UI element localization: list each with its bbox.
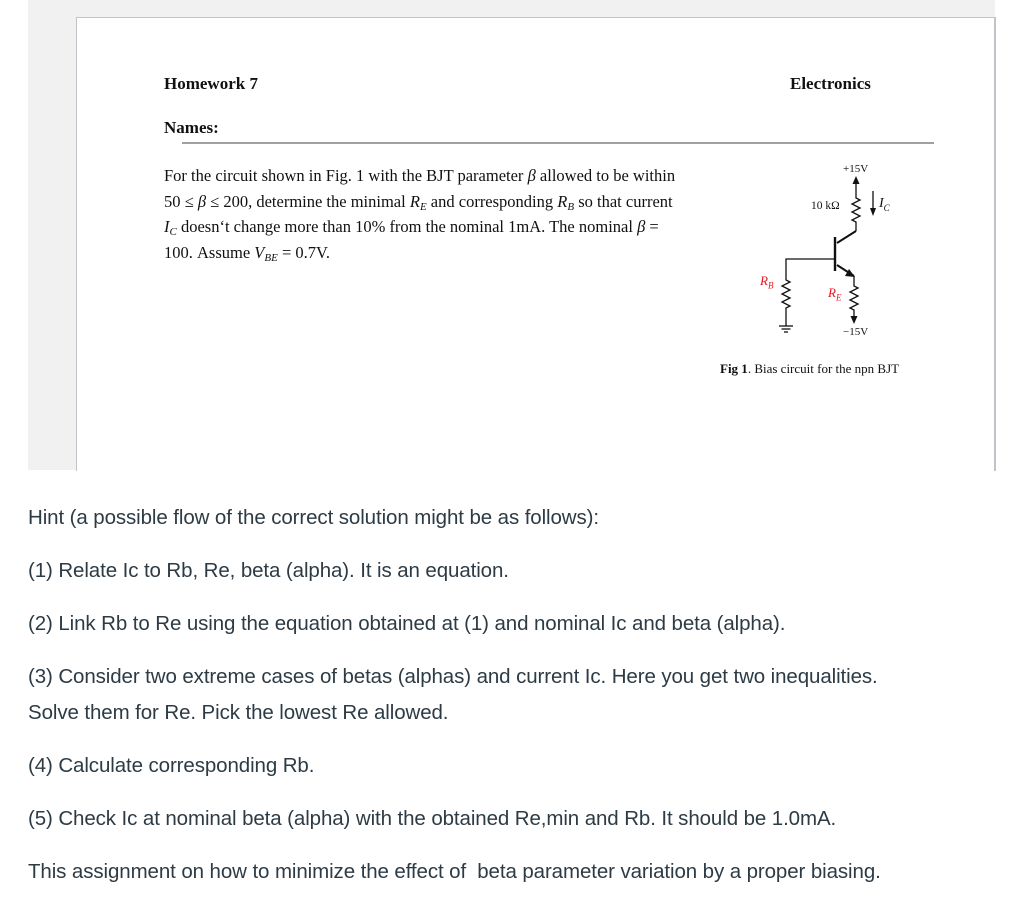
figure-caption-text: . Bias circuit for the npn BJT (747, 361, 900, 376)
re-label-main: R (828, 285, 836, 300)
rb-label-sub: B (767, 280, 774, 291)
rc-label: 10 kΩ (811, 200, 840, 212)
problem-statement (164, 163, 749, 265)
problem-text: = (645, 217, 659, 236)
hint-step-4: (4) Calculate corresponding Rb. (28, 754, 315, 777)
rb-label-main: R (760, 273, 768, 288)
hint-step-5: (5) Check Ic at nominal beta (alpha) with the obtained Re,min and Rb. It should be 1.0mA. (28, 807, 837, 830)
beta-symbol: β (197, 191, 207, 211)
vbe-subscript: BE (264, 251, 278, 264)
rc-resistor-icon (852, 194, 860, 231)
figure-caption-number: Fig 1 (720, 361, 748, 376)
re-label (828, 285, 841, 303)
re-label-sub: E (835, 292, 842, 303)
ic-subscript: C (169, 226, 177, 238)
problem-text: and corresponding (426, 191, 558, 211)
problem-text: doesn‘t change more than 10% from the nominal 1mA. The nominal (176, 217, 638, 236)
hint-step-2: (2) Link Rb to Re using the equation obtained at (1) and nominal Ic and beta (alpha). (28, 612, 786, 635)
hints-section (28, 500, 1018, 890)
ic-label-main: I (879, 196, 884, 211)
rb-resistor-icon (782, 276, 790, 326)
hint-step-3: (3) Consider two extreme cases of betas (alphas) and current Ic. Here you get two inequalities. (28, 665, 878, 688)
vcc-label: +15V (843, 163, 869, 175)
names-label: Names: (164, 118, 219, 137)
re-resistor-icon (850, 284, 858, 318)
hint-step-1: (1) Relate Ic to Rb, Re, beta (alpha). It is an equation. (28, 559, 509, 582)
rb-symbol: R (557, 191, 568, 211)
ic-label-sub: C (883, 202, 890, 213)
rb-subscript: B (567, 200, 575, 213)
hint-step-3-continued: Solve them for Re. Pick the lowest Re allowed. (28, 701, 449, 724)
beta-symbol: β (637, 217, 646, 236)
problem-text: 100. Assume (164, 242, 255, 262)
re-symbol: R (409, 191, 420, 211)
ic-label (879, 196, 890, 213)
vbe-symbol: V (254, 242, 265, 262)
problem-text: allowed to be within (535, 166, 676, 185)
problem-text: ≤ 200, determine the minimal (206, 191, 410, 211)
problem-text: For the circuit shown in Fig. 1 with the BJT parameter (164, 166, 528, 185)
homework-title: Homework 7 (164, 74, 258, 93)
problem-text: so that current (574, 191, 673, 211)
ic-symbol: I (164, 217, 170, 236)
course-title: Electronics (790, 74, 871, 93)
figure-caption (720, 361, 899, 377)
ic-arrowhead-icon (870, 208, 876, 216)
homework-document-image (28, 0, 995, 470)
ground-icon (779, 326, 793, 332)
header-divider (182, 142, 934, 144)
hint-title: Hint (a possible flow of the correct solution might be as follows): (28, 506, 599, 529)
rb-label (760, 273, 773, 291)
emitter-arrow-icon (845, 269, 855, 277)
re-subscript: E (419, 200, 427, 213)
assignment-purpose: This assignment on how to minimize the effect of beta parameter variation by a proper biasing. (28, 860, 881, 883)
beta-symbol: β (527, 166, 536, 185)
vee-label: −15V (843, 326, 869, 338)
problem-text: = 0.7V. (277, 242, 330, 262)
document-page (76, 17, 996, 471)
vcc-arrow-icon (853, 176, 860, 184)
vee-arrow-icon (851, 316, 858, 324)
problem-text: 50 ≤ (164, 191, 198, 211)
